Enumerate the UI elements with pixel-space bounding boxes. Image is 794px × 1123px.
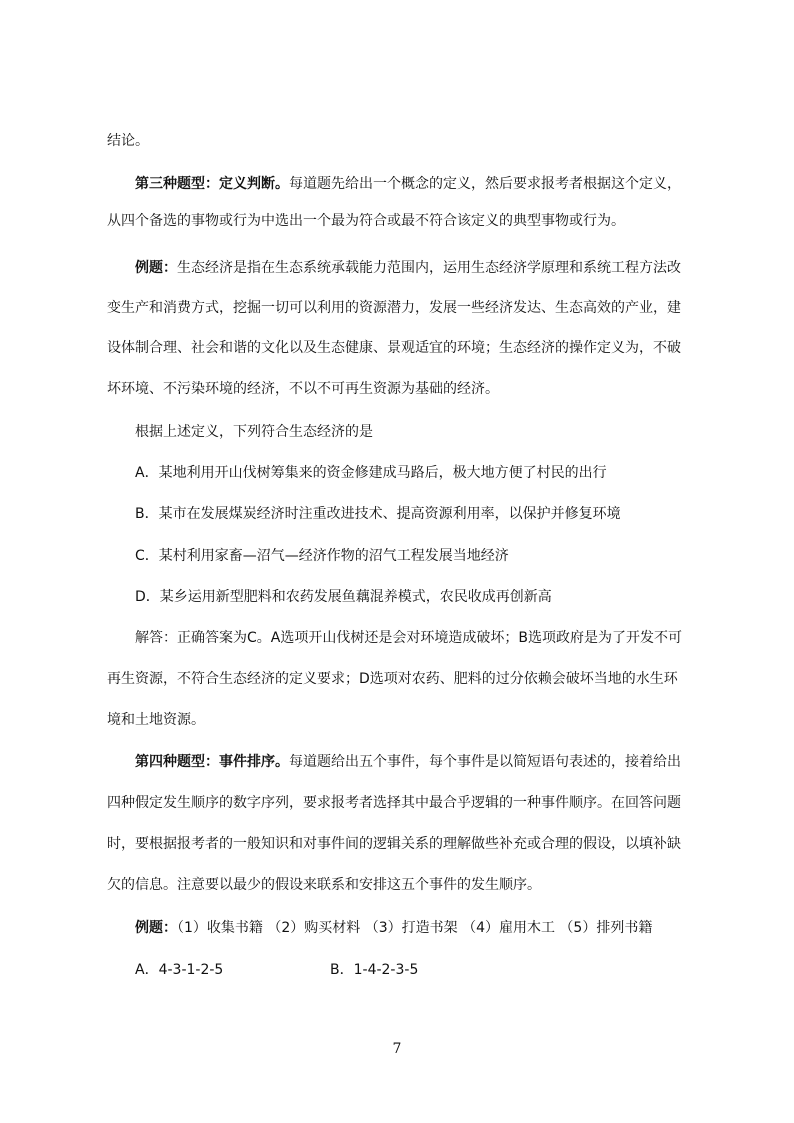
option-d: D．某乡运用新型肥料和农药发展鱼藕混养模式，农民收成再创新高 [135,589,552,605]
option-c: C．某村利用家畜—沼气—经济作物的沼气工程发展当地经济 [135,548,509,564]
example-1-line: 变生产和消费方式，挖掘一切可以利用的资源潜力，发展一些经济发达、生态高效的产业，建 [107,300,681,316]
option-a: A．某地利用开山伐树筹集来的资金修建成马路后，极大地方便了村民的出行 [135,465,607,481]
example-2-option-b: B．1-4-2-3-5 [330,962,419,978]
section-3-text: 每道题先给出一个概念的定义，然后要求报考者根据这个定义， [289,176,681,192]
example-1-label: 例题： [135,260,177,276]
answer-line: 再生资源，不符合生态经济的定义要求；D选项对农药、肥料的过分依赖会破坏当地的水生环 [107,671,678,687]
example-1-line: 设体制合理、社会和谐的文化以及生态健康、景观适宜的环境；生态经济的操作定义为，不破 [107,340,681,356]
question-stem: 根据上述定义，下列符合生态经济的是 [135,424,373,440]
section-4-line: 四种假定发生顺序的数字序列，要求报考者选择其中最合乎逻辑的一种事件顺序。在回答问题 [107,795,681,811]
page-number: 7 [392,1041,402,1057]
option-b: B．某市在发展煤炭经济时注重改进技术、提高资源利用率，以保护并修复环境 [135,506,621,522]
section-3-paragraph [107,174,687,194]
section-4-text: 每道题给出五个事件，每个事件是以简短语句表述的，接着给出 [289,754,681,770]
section-4-heading: 第四种题型：事件排序。 [135,754,289,770]
example-2-label: 例题： [135,920,177,936]
answer-paragraph: 解答：正确答案为C。A选项开山伐树还是会对环境造成破坏；B选项政府是为了开发不可 [135,630,682,646]
section-4-line: 欠的信息。注意要以最少的假设来联系和安排这五个事件的发生顺序。 [107,877,541,893]
paragraph-continuation: 结论。 [107,133,149,149]
section-4-paragraph [107,752,687,772]
section-3-heading: 第三种题型：定义判断。 [135,176,289,192]
example-1-line: 坏环境、不污染环境的经济，不以不可再生资源为基础的经济。 [107,381,499,397]
example-1-paragraph [107,258,687,278]
answer-line: 境和土地资源。 [107,712,205,728]
example-2-paragraph [107,918,687,938]
section-4-line: 时，要根据报考者的一般知识和对事件间的逻辑关系的理解做些补充或合理的假设，以填补缺 [107,836,681,852]
example-2-option-a: A．4-3-1-2-5 [135,962,224,978]
section-3-line: 从四个备选的事物或行为中选出一个最为符合或最不符合该定义的典型事物或行为。 [107,213,625,229]
example-2-items: （1）收集书籍 （2）购买材料 （3）打造书架 （4）雇用木工 （5）排列书籍 [177,920,653,936]
example-1-text: 生态经济是指在生态系统承载能力范围内，运用生态经济学原理和系统工程方法改 [177,260,681,276]
